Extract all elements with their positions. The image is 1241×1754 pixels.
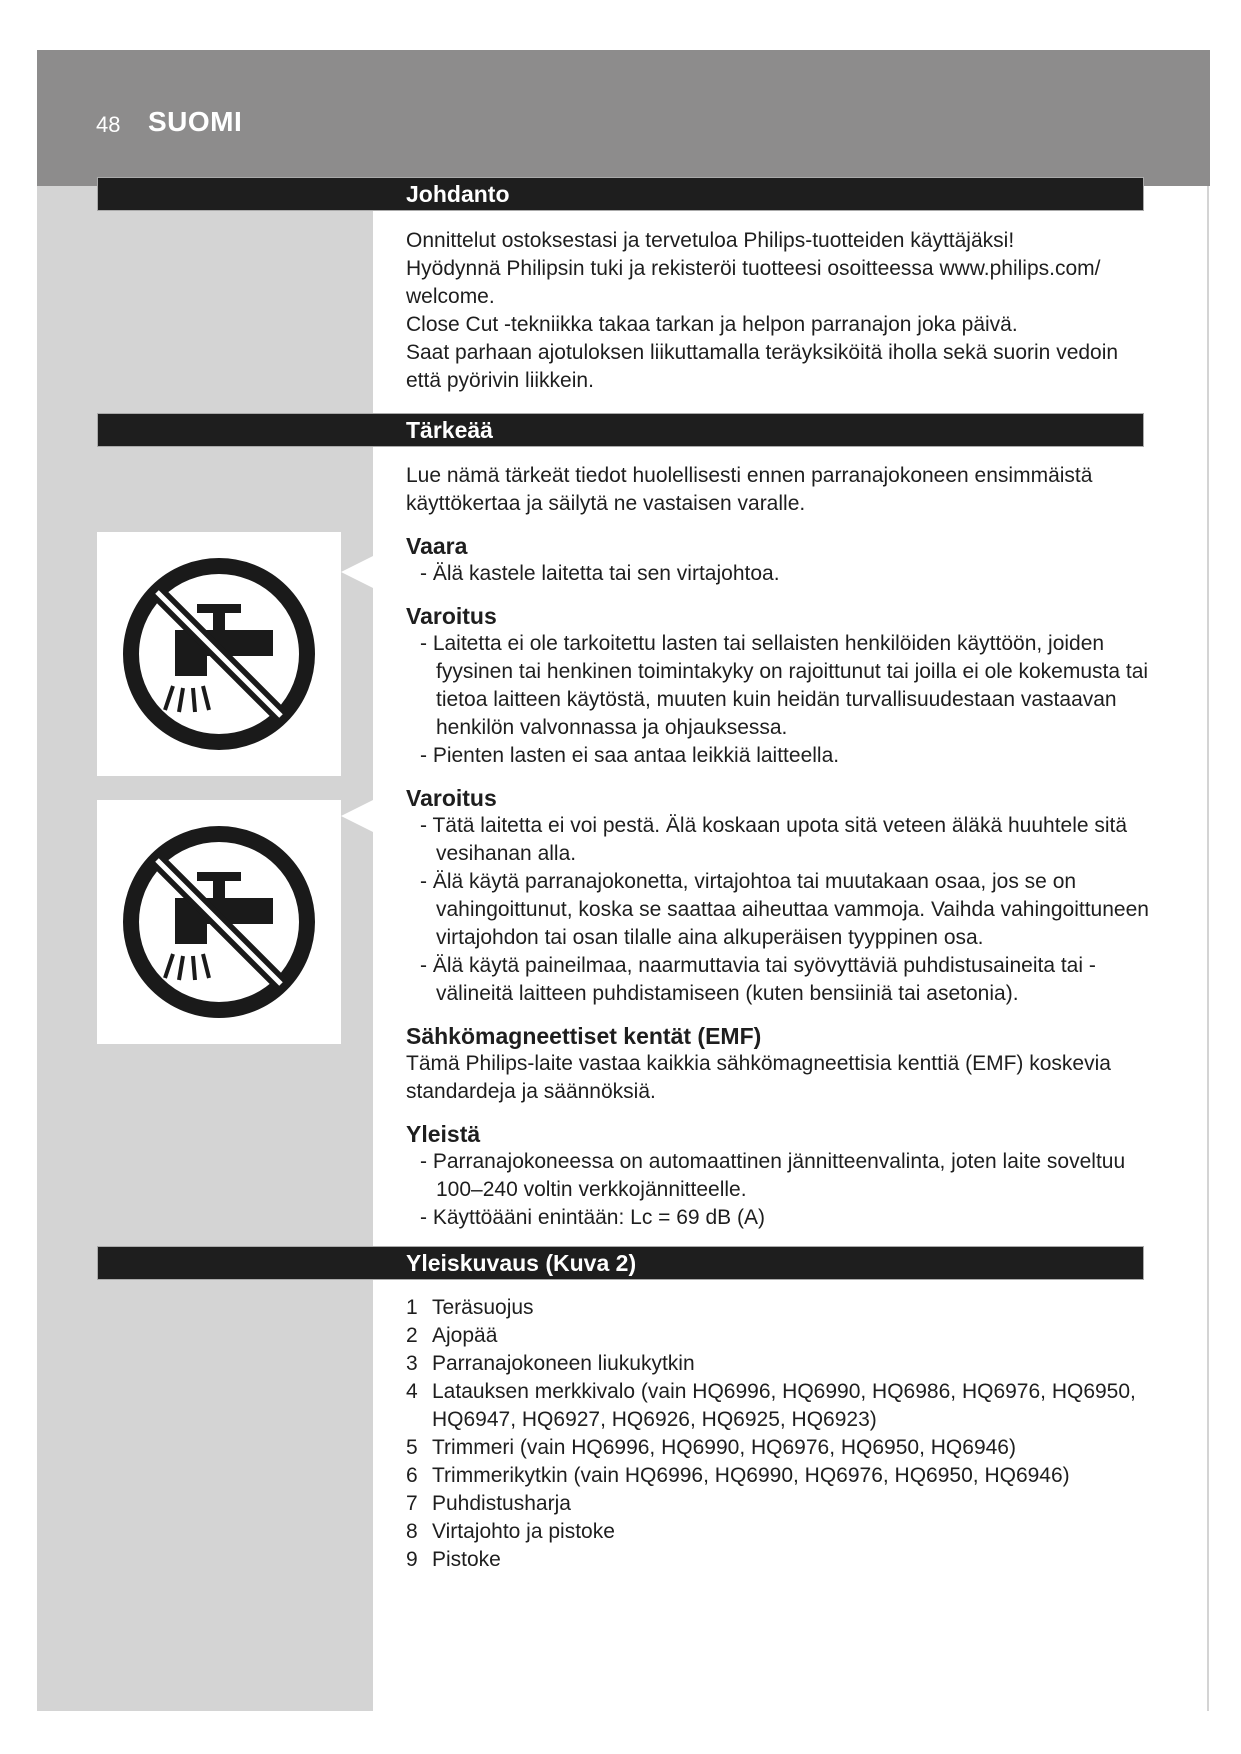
item-text: Puhdistusharja [432,1492,571,1515]
danger-list [406,560,1156,588]
item-number: 6 [406,1464,418,1487]
emf-heading: Sähkömagneettiset kentät (EMF) [406,1023,762,1049]
item-text: Ajopää [432,1324,498,1347]
section-bar-intro [97,177,1144,211]
page-number: 48 [96,112,121,137]
list-item: - Älä kastele laitetta tai sen virtajohtoa. [420,560,1156,588]
section-title-intro: Johdanto [406,181,510,207]
list-item [406,1350,1156,1378]
list-item [406,1378,1156,1434]
section-title-important: Tärkeää [406,417,493,443]
list-item [406,1434,1156,1462]
no-water-tap-icon [97,532,341,776]
item-number: 2 [406,1324,418,1347]
list-item [406,1294,1156,1322]
list-item: - Tätä laitetta ei voi pestä. Älä koskaan upota sitä veteen äläkä huuhtele sitä vesihanan alla. [420,812,1156,868]
item-text: Parranajokoneen liukukytkin [432,1352,695,1375]
list-item: - Laitetta ei ole tarkoitettu lasten tai sellaisten henkilöiden käyttöön, joiden fyysinen tai henkinen toimintakyky on rajoittunut tai joilla ei ole kokemusta tai tietoa laitteen käytöstä, muuten kuin heidän turvallisuudestaan vastaavan henkilön valvonnassa ja ohjauksessa. [420,630,1156,742]
item-number: 7 [406,1492,418,1515]
no-water-tap-icon [97,800,341,1044]
section-bar-important [97,413,1144,447]
list-item [406,1462,1156,1490]
important-content [406,462,1156,1232]
warning-list [406,812,1156,1008]
intro-paragraph: Hyödynnä Philipsin tuki ja rekisteröi tuotteesi osoitteessa www.philips.com/ welcome. [406,257,1101,308]
list-item [406,1490,1156,1518]
list-item [406,1322,1156,1350]
overview-list [406,1294,1156,1574]
list-item: - Parranajokoneessa on automaattinen jännitteenvalinta, joten laite soveltuu 100–240 voltin verkkojännitteelle. [420,1148,1156,1204]
item-number: 4 [406,1380,418,1403]
intro-paragraph: Close Cut -tekniikka takaa tarkan ja helpon parranajon joka päivä. [406,313,1018,336]
intro-paragraph: Onnittelut ostoksestasi ja tervetuloa Philips-tuotteiden käyttäjäksi! [406,229,1015,252]
item-text: Virtajohto ja pistoke [432,1520,615,1543]
warning-heading: Varoitus [406,785,497,811]
general-heading: Yleistä [406,1121,481,1147]
warning-list [406,630,1156,770]
important-intro: Lue nämä tärkeät tiedot huolellisesti ennen parranajokoneen ensimmäistä käyttökertaa ja säilytä ne vastaisen varalle. [406,464,1093,515]
right-edge-line [1207,186,1209,1711]
list-item: - Käyttöääni enintään: Lc = 69 dB (A) [420,1204,1156,1232]
general-list [406,1148,1156,1232]
item-text: Trimmerikytkin (vain HQ6996, HQ6990, HQ6976, HQ6950, HQ6946) [432,1464,1070,1487]
section-title-overview: Yleiskuvaus (Kuva 2) [406,1250,637,1276]
list-item: - Pienten lasten ei saa antaa leikkiä laitteella. [420,742,1156,770]
warning-heading: Varoitus [406,603,497,629]
item-text: Pistoke [432,1548,501,1571]
list-item [406,1518,1156,1546]
intro-text [406,227,1156,395]
list-item [406,1546,1156,1574]
item-text: Teräsuojus [432,1296,534,1319]
item-number: 3 [406,1352,418,1375]
callout-notch [341,800,373,832]
item-text: Trimmeri (vain HQ6996, HQ6990, HQ6976, HQ6950, HQ6946) [432,1436,1016,1459]
callout-notch [341,556,373,588]
item-text: Latauksen merkkivalo (vain HQ6996, HQ6990, HQ6986, HQ6976, HQ6950, HQ6947, HQ6927, HQ6926, HQ6925, HQ6923) [432,1380,1136,1431]
item-number: 8 [406,1520,418,1543]
list-item: - Älä käytä parranajokonetta, virtajohtoa tai muutakaan osaa, jos se on vahingoittunut, koska se saattaa aiheuttaa vammoja. Vaihda vahingoittuneen virtajohdon tai osan tilalle aina alkuperäisen tyyppinen osa. [420,868,1156,952]
danger-heading: Vaara [406,533,468,559]
list-item: - Älä käytä paineilmaa, naarmuttavia tai syövyttäviä puhdistusaineita tai -välineitä laitteen puhdistamiseen (kuten bensiiniä tai asetonia). [420,952,1156,1008]
intro-paragraph: Saat parhaan ajotuloksen liikuttamalla teräyksiköitä iholla sekä suorin vedoin että pyörivin liikkein. [406,341,1119,392]
item-number: 5 [406,1436,418,1459]
emf-text: Tämä Philips-laite vastaa kaikkia sähkömagneettisia kenttiä (EMF) koskevia standardeja ja säännöksiä. [406,1052,1111,1103]
item-number: 9 [406,1548,418,1571]
language-title: SUOMI [148,106,243,137]
overview-list-wrap [406,1294,1156,1574]
item-number: 1 [406,1296,418,1319]
